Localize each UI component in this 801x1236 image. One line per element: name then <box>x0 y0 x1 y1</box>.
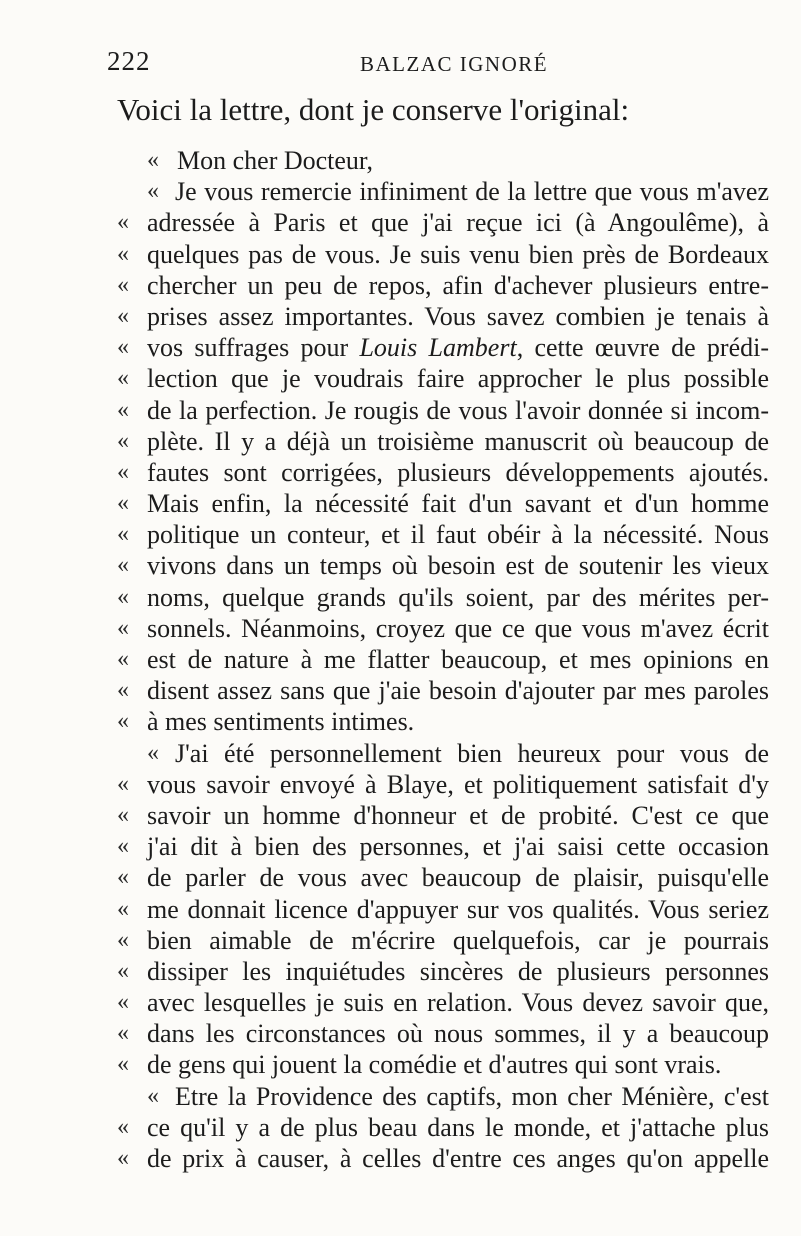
line-text: vivons dans un temps où besoin est de soutenir les vieux <box>147 551 769 581</box>
quote-mark: « <box>117 209 129 236</box>
salutation-text: Mon cher Docteur, <box>177 146 374 175</box>
line-text: ce qu'il y a de plus beau dans le monde, et j'attache plus <box>147 1112 769 1142</box>
letter-line <box>0 1018 801 1049</box>
letter-line <box>0 831 801 862</box>
letter-line <box>0 894 801 925</box>
line-text: vos suffrages pour Louis Lambert, cette œuvre de prédi- <box>147 333 769 363</box>
line-text: J'ai été personnellement bien heureux pour vous de <box>175 738 769 768</box>
quote-mark: « <box>117 365 129 392</box>
quote-mark: « <box>117 926 129 953</box>
letter-line <box>0 176 801 207</box>
letter-line <box>0 488 801 519</box>
line-text: est de nature à me flatter beaucoup, et mes opinions en <box>147 645 769 674</box>
quote-mark: « <box>117 1113 129 1140</box>
line-text: de la perfection. Je rougis de vous l'avoir donnée si incom- <box>147 395 769 425</box>
quote-mark: « <box>117 552 129 579</box>
letter-line <box>0 239 801 270</box>
quote-mark: « <box>117 770 129 797</box>
letter-line <box>0 769 801 800</box>
quote-mark: « <box>117 1020 129 1047</box>
line-text: Etre la Providence des captifs, mon cher Ménière, c'est <box>175 1081 769 1111</box>
line-text: à mes sentiments intimes. <box>147 707 415 737</box>
line-text: chercher un peu de repos, afin d'achever plusieurs entre- <box>147 270 769 300</box>
letter-line <box>0 1143 801 1174</box>
letter-line <box>0 426 801 457</box>
quote-mark: « <box>117 458 129 485</box>
line-text: avec lesquelles je suis en relation. Vous devez savoir que, <box>147 988 769 1018</box>
letter-line <box>0 1049 801 1080</box>
line-text: me donnait licence d'appuyer sur vos qualités. Vous seriez <box>147 894 769 924</box>
quote-mark: « <box>117 302 129 329</box>
line-text: vous savoir envoyé à Blaye, et politiquement satisfait d'y <box>147 769 769 799</box>
line-text: de parler de vous avec beaucoup de plaisir, puisqu'elle <box>147 863 769 893</box>
line-text: sonnels. Néanmoins, croyez que ce que vous m'avez écrit <box>147 613 769 643</box>
line-text: quelques pas de vous. Je suis venu bien près de Bordeaux <box>147 239 769 269</box>
quote-mark: « <box>117 271 129 298</box>
letter-line <box>0 862 801 893</box>
quote-mark: « <box>117 708 129 735</box>
line-text: dans les circonstances où nous sommes, il y a beaucoup <box>147 1019 769 1049</box>
line-text: de gens qui jouent la comédie et d'autres qui sont vrais. <box>147 1050 722 1080</box>
quote-mark: « <box>117 614 129 641</box>
quote-mark: « <box>117 427 129 454</box>
line-text: Mais enfin, la nécessité fait d'un savant et d'un homme <box>147 489 769 519</box>
page-number: 222 <box>107 46 151 76</box>
quote-mark: « <box>117 1145 129 1171</box>
letter-line <box>0 675 801 706</box>
line-text: adressée à Paris et que j'ai reçue ici (à Angoulême), à <box>147 208 769 238</box>
letter-line <box>0 270 801 301</box>
letter-line <box>0 457 801 488</box>
quote-mark: « <box>117 833 129 860</box>
letter-salutation <box>0 145 801 176</box>
quote-mark: « <box>117 801 129 828</box>
letter-line <box>0 1081 801 1112</box>
quote-mark: « <box>117 521 129 548</box>
letter-line <box>0 301 801 332</box>
letter-line <box>0 925 801 956</box>
letter-line <box>0 395 801 426</box>
quote-mark: « <box>117 490 129 517</box>
letter-body <box>0 145 801 1174</box>
line-text: Je vous remercie infiniment de la lettre que vous m'avez <box>175 177 769 207</box>
letter-line <box>0 207 801 238</box>
letter-line <box>0 987 801 1018</box>
quote-mark: « <box>117 583 129 610</box>
intro-sentence: Voici la lettre, dont je conserve l'original: <box>117 92 630 127</box>
quote-mark: « <box>117 646 129 672</box>
letter-line <box>0 582 801 613</box>
line-text: politique un conteur, et il faut obéir à la nécessité. Nous <box>147 520 769 550</box>
line-text: plète. Il y a déjà un troisième manuscrit où beaucoup de <box>147 426 769 456</box>
letter-line <box>0 644 801 675</box>
line-text: de prix à causer, à celles d'entre ces anges qu'on appelle <box>147 1144 769 1173</box>
quote-mark: « <box>147 147 159 173</box>
letter-line <box>0 363 801 394</box>
quote-mark: « <box>117 1051 129 1078</box>
quote-mark: « <box>147 739 159 766</box>
quote-mark: « <box>117 334 129 361</box>
quote-mark: « <box>117 240 129 267</box>
quote-mark: « <box>117 677 129 704</box>
quote-mark: « <box>117 989 129 1016</box>
letter-line <box>0 519 801 550</box>
line-text: prises assez importantes. Vous savez combien je tenais à <box>147 301 769 331</box>
running-head: BALZAC IGNORÉ <box>360 52 549 76</box>
line-text: j'ai dit à bien des personnes, et j'ai saisi cette occasion <box>147 832 769 862</box>
letter-line <box>0 550 801 581</box>
line-text: noms, quelque grands qu'ils soient, par des mérites per- <box>147 582 769 612</box>
letter-line <box>0 706 801 737</box>
letter-line <box>0 1112 801 1143</box>
quote-mark: « <box>117 396 129 423</box>
line-text: fautes sont corrigées, plusieurs développements ajoutés. <box>147 457 769 487</box>
line-text: disent assez sans que j'aie besoin d'ajouter par mes paroles <box>147 676 769 706</box>
letter-line <box>0 613 801 644</box>
line-text: bien aimable de m'écrire quelquefois, car je pourrais <box>147 925 769 955</box>
quote-mark: « <box>117 895 129 922</box>
letter-line <box>0 332 801 363</box>
quote-mark: « <box>147 1082 159 1109</box>
quote-mark: « <box>117 864 129 891</box>
book-title: Louis Lambert <box>359 333 517 363</box>
letter-line <box>0 800 801 831</box>
line-text: lection que je voudrais faire approcher le plus possible <box>147 364 769 394</box>
quote-mark: « <box>147 178 159 205</box>
page-header <box>0 46 801 78</box>
line-text: dissiper les inquiétudes sincères de plusieurs personnes <box>147 956 769 986</box>
quote-mark: « <box>117 957 129 984</box>
letter-line <box>0 738 801 769</box>
line-text: savoir un homme d'honneur et de probité. C'est ce que <box>147 800 769 830</box>
letter-line <box>0 956 801 987</box>
